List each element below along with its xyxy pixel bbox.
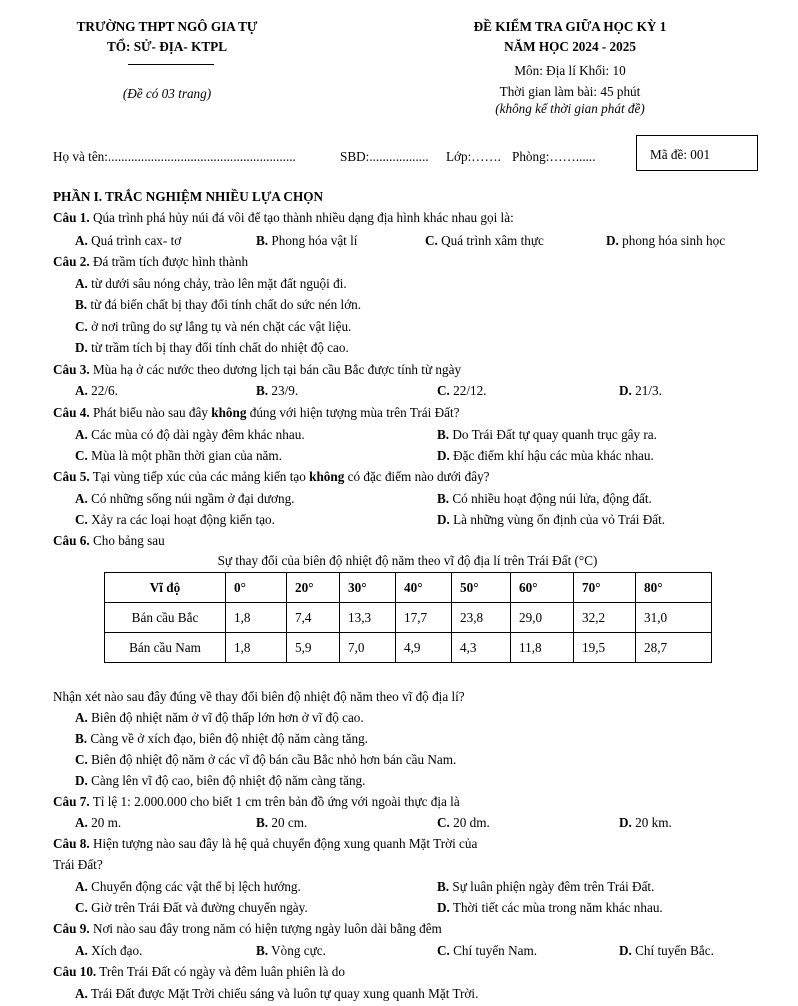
header-divider [128, 64, 214, 65]
question-5: Câu 5. Tại vùng tiếp xúc của các mảng kiến tạo không có đặc điểm nào dưới đây? [53, 469, 490, 484]
question-9: Câu 9. Nơi nào sau đây trong năm có hiện tượng ngày luôn dài bằng đêm [53, 921, 442, 936]
q9-option-b: B. Vòng cực. [256, 943, 326, 958]
question-6-prompt: Nhận xét nào sau đây đúng về thay đổi biên độ nhiệt độ năm theo vĩ độ địa lí? [53, 689, 465, 704]
class-field: Lớp:……. [446, 149, 501, 164]
sbd-field: SBD:.................. [340, 149, 429, 164]
q3-option-c: C. 22/12. [437, 383, 487, 398]
q6-option-c: C. Biên độ nhiệt độ năm ở các vĩ độ bán cầu Bắc nhỏ hơn bán cầu Nam. [75, 752, 457, 767]
q7-option-a: A. 20 m. [75, 815, 122, 830]
question-label: Câu 1. [53, 210, 90, 225]
table-header-cell: Vĩ độ [105, 573, 226, 603]
q5-option-b: B. Có nhiều hoạt động núi lửa, động đất. [437, 491, 652, 506]
q9-option-a: A. Xích đạo. [75, 943, 143, 958]
q4-option-b: B. Do Trái Đất tự quay quanh trục gây ra. [437, 427, 657, 442]
q2-option-a: A. từ dưới sâu nóng chảy, trào lên mặt đất nguội đi. [75, 276, 347, 291]
table-cell: Bán cầu Nam [105, 633, 226, 663]
q5-option-a: A. Có những sống núi ngầm ở đại dương. [75, 491, 295, 506]
section-title: PHẦN I. TRẮC NGHIỆM NHIỀU LỰA CHỌN [53, 189, 323, 204]
duration-line: Thời gian làm bài: 45 phút [499, 84, 641, 99]
table-row-north [105, 603, 712, 633]
question-4: Câu 4. Phát biểu nào sau đây không đúng với hiện tượng mùa trên Trái Đất? [53, 405, 460, 420]
table-cell: 7,4 [287, 603, 340, 633]
duration-note: (không kể thời gian phát đề) [495, 101, 645, 116]
q7-option-d: D. 20 km. [619, 815, 672, 830]
table-cell: 31,0 [636, 603, 712, 633]
q2-option-c: C. ở nơi trũng do sự lắng tụ và nén chặt các vật liệu. [75, 319, 352, 334]
q9-option-d: D. Chí tuyến Bắc. [619, 943, 714, 958]
student-name-field: Họ và tên:......................................................... [53, 149, 296, 164]
q1-option-a: A. Quá trình cax- tơ [75, 233, 182, 248]
q9-option-c: C. Chí tuyến Nam. [437, 943, 538, 958]
question-8-continued: Trái Đất? [53, 857, 103, 872]
table-header-cell: 30° [340, 573, 396, 603]
q8-option-a: A. Chuyển động các vật thể bị lệch hướng. [75, 879, 301, 894]
table-cell: 28,7 [636, 633, 712, 663]
q1-option-b: B. Phong hóa vật lí [256, 233, 358, 248]
table-cell: 5,9 [287, 633, 340, 663]
q3-option-b: B. 23/9. [256, 383, 299, 398]
table-header-row [105, 573, 712, 603]
school-name: TRƯỜNG THPT NGÔ GIA TỰ [76, 19, 258, 34]
question-1 [53, 211, 514, 224]
room-field: Phòng:……...... [512, 149, 596, 164]
table-cell: 4,3 [452, 633, 511, 663]
q4-option-a: A. Các mùa có độ dài ngày đêm khác nhau. [75, 427, 305, 442]
table-cell: 29,0 [511, 603, 574, 633]
table-cell: 1,8 [226, 603, 287, 633]
department-name: TỔ: SỬ- ĐỊA- KTPL [106, 39, 228, 54]
q5-option-d: D. Là những vùng ổn định của vỏ Trái Đất. [437, 512, 666, 527]
q2-option-b: B. từ đá biến chất bị thay đổi tính chất do sức nén lớn. [75, 297, 362, 312]
q4-option-c: C. Mùa là một phần thời gian của năm. [75, 448, 282, 463]
table-header-cell: 80° [636, 573, 712, 603]
question-7: Câu 7. Tỉ lệ 1: 2.000.000 cho biết 1 cm trên bản đồ ứng với ngoài thực địa là [53, 794, 460, 809]
table-header-cell: 40° [396, 573, 452, 603]
q4-option-d: D. Đặc điểm khí hậu các mùa khác nhau. [437, 448, 654, 463]
table-cell: 23,8 [452, 603, 511, 633]
table-cell: 11,8 [511, 633, 574, 663]
q8-option-b: B. Sự luân phiện ngày đêm trên Trái Đất. [437, 879, 655, 894]
table-header-cell: 0° [226, 573, 287, 603]
exam-code-box [636, 135, 758, 171]
q6-option-a: A. Biên độ nhiệt năm ở vĩ độ thấp lớn hơn ở vĩ độ cao. [75, 710, 364, 725]
q5-option-c: C. Xảy ra các loại hoạt động kiến tạo. [75, 512, 275, 527]
table-header-cell: 60° [511, 573, 574, 603]
table-cell: 4,9 [396, 633, 452, 663]
q8-option-c: C. Giờ trên Trái Đất và đường chuyển ngày. [75, 900, 308, 915]
q3-option-a: A. 22/6. [75, 383, 118, 398]
q7-option-c: C. 20 dm. [437, 815, 490, 830]
table-header-cell: 20° [287, 573, 340, 603]
exam-code: Mã đề: 001 [650, 147, 711, 162]
table-title: Sự thay đổi của biên độ nhiệt độ năm theo vĩ độ địa lí trên Trái Đất (°C) [217, 553, 598, 568]
question-6: Câu 6. Cho bảng sau [53, 533, 165, 548]
school-year: NĂM HỌC 2024 - 2025 [504, 39, 636, 54]
table-cell: 32,2 [574, 603, 636, 633]
table-header-cell: 50° [452, 573, 511, 603]
q2-option-d: D. từ trầm tích bị thay đổi tính chất do nhiệt độ cao. [75, 340, 349, 355]
q6-option-d: D. Càng lên vĩ độ cao, biên độ nhiệt độ năm càng tăng. [75, 773, 366, 788]
q3-option-d: D. 21/3. [619, 383, 662, 398]
table-cell: 7,0 [340, 633, 396, 663]
q1-option-d: D. phong hóa sinh học [606, 233, 726, 248]
q10-option-a: A. Trái Đất được Mặt Trời chiếu sáng và luôn tự quay xung quanh Mặt Trời. [75, 986, 479, 1001]
table-cell: Bán cầu Bắc [105, 603, 226, 633]
exam-title: ĐỀ KIỂM TRA GIỮA HỌC KỲ 1 [473, 19, 667, 34]
q7-option-b: B. 20 cm. [256, 815, 308, 830]
q6-option-b: B. Càng về ở xích đạo, biên độ nhiệt độ năm càng tăng. [75, 731, 369, 746]
question-3: Câu 3. Mùa hạ ở các nước theo dương lịch tại bán cầu Bắc được tính từ ngày [53, 362, 462, 377]
table-cell: 1,8 [226, 633, 287, 663]
table-row-south [105, 633, 712, 663]
q1-option-c: C. Quá trình xâm thực [425, 233, 544, 248]
q8-option-d: D. Thời tiết các mùa trong năm khác nhau. [437, 900, 663, 915]
question-text: Qúa trình phá hủy núi đá vôi để tạo thành nhiều dạng địa hình khác nhau gọi là: [89, 210, 514, 225]
table-cell: 19,5 [574, 633, 636, 663]
table-cell: 13,3 [340, 603, 396, 633]
pages-note: (Đề có 03 trang) [122, 86, 212, 101]
question-2: Câu 2. Đá trầm tích được hình thành [53, 254, 249, 269]
table-header-cell: 70° [574, 573, 636, 603]
question-10: Câu 10. Trên Trái Đất có ngày và đêm luân phiên là do [53, 964, 345, 979]
table-cell: 17,7 [396, 603, 452, 633]
question-8: Câu 8. Hiện tượng nào sau đây là hệ quả chuyển động xung quanh Mặt Trời của [53, 836, 478, 851]
subject-line: Môn: Địa lí Khối: 10 [514, 63, 626, 78]
temperature-table [104, 572, 712, 663]
